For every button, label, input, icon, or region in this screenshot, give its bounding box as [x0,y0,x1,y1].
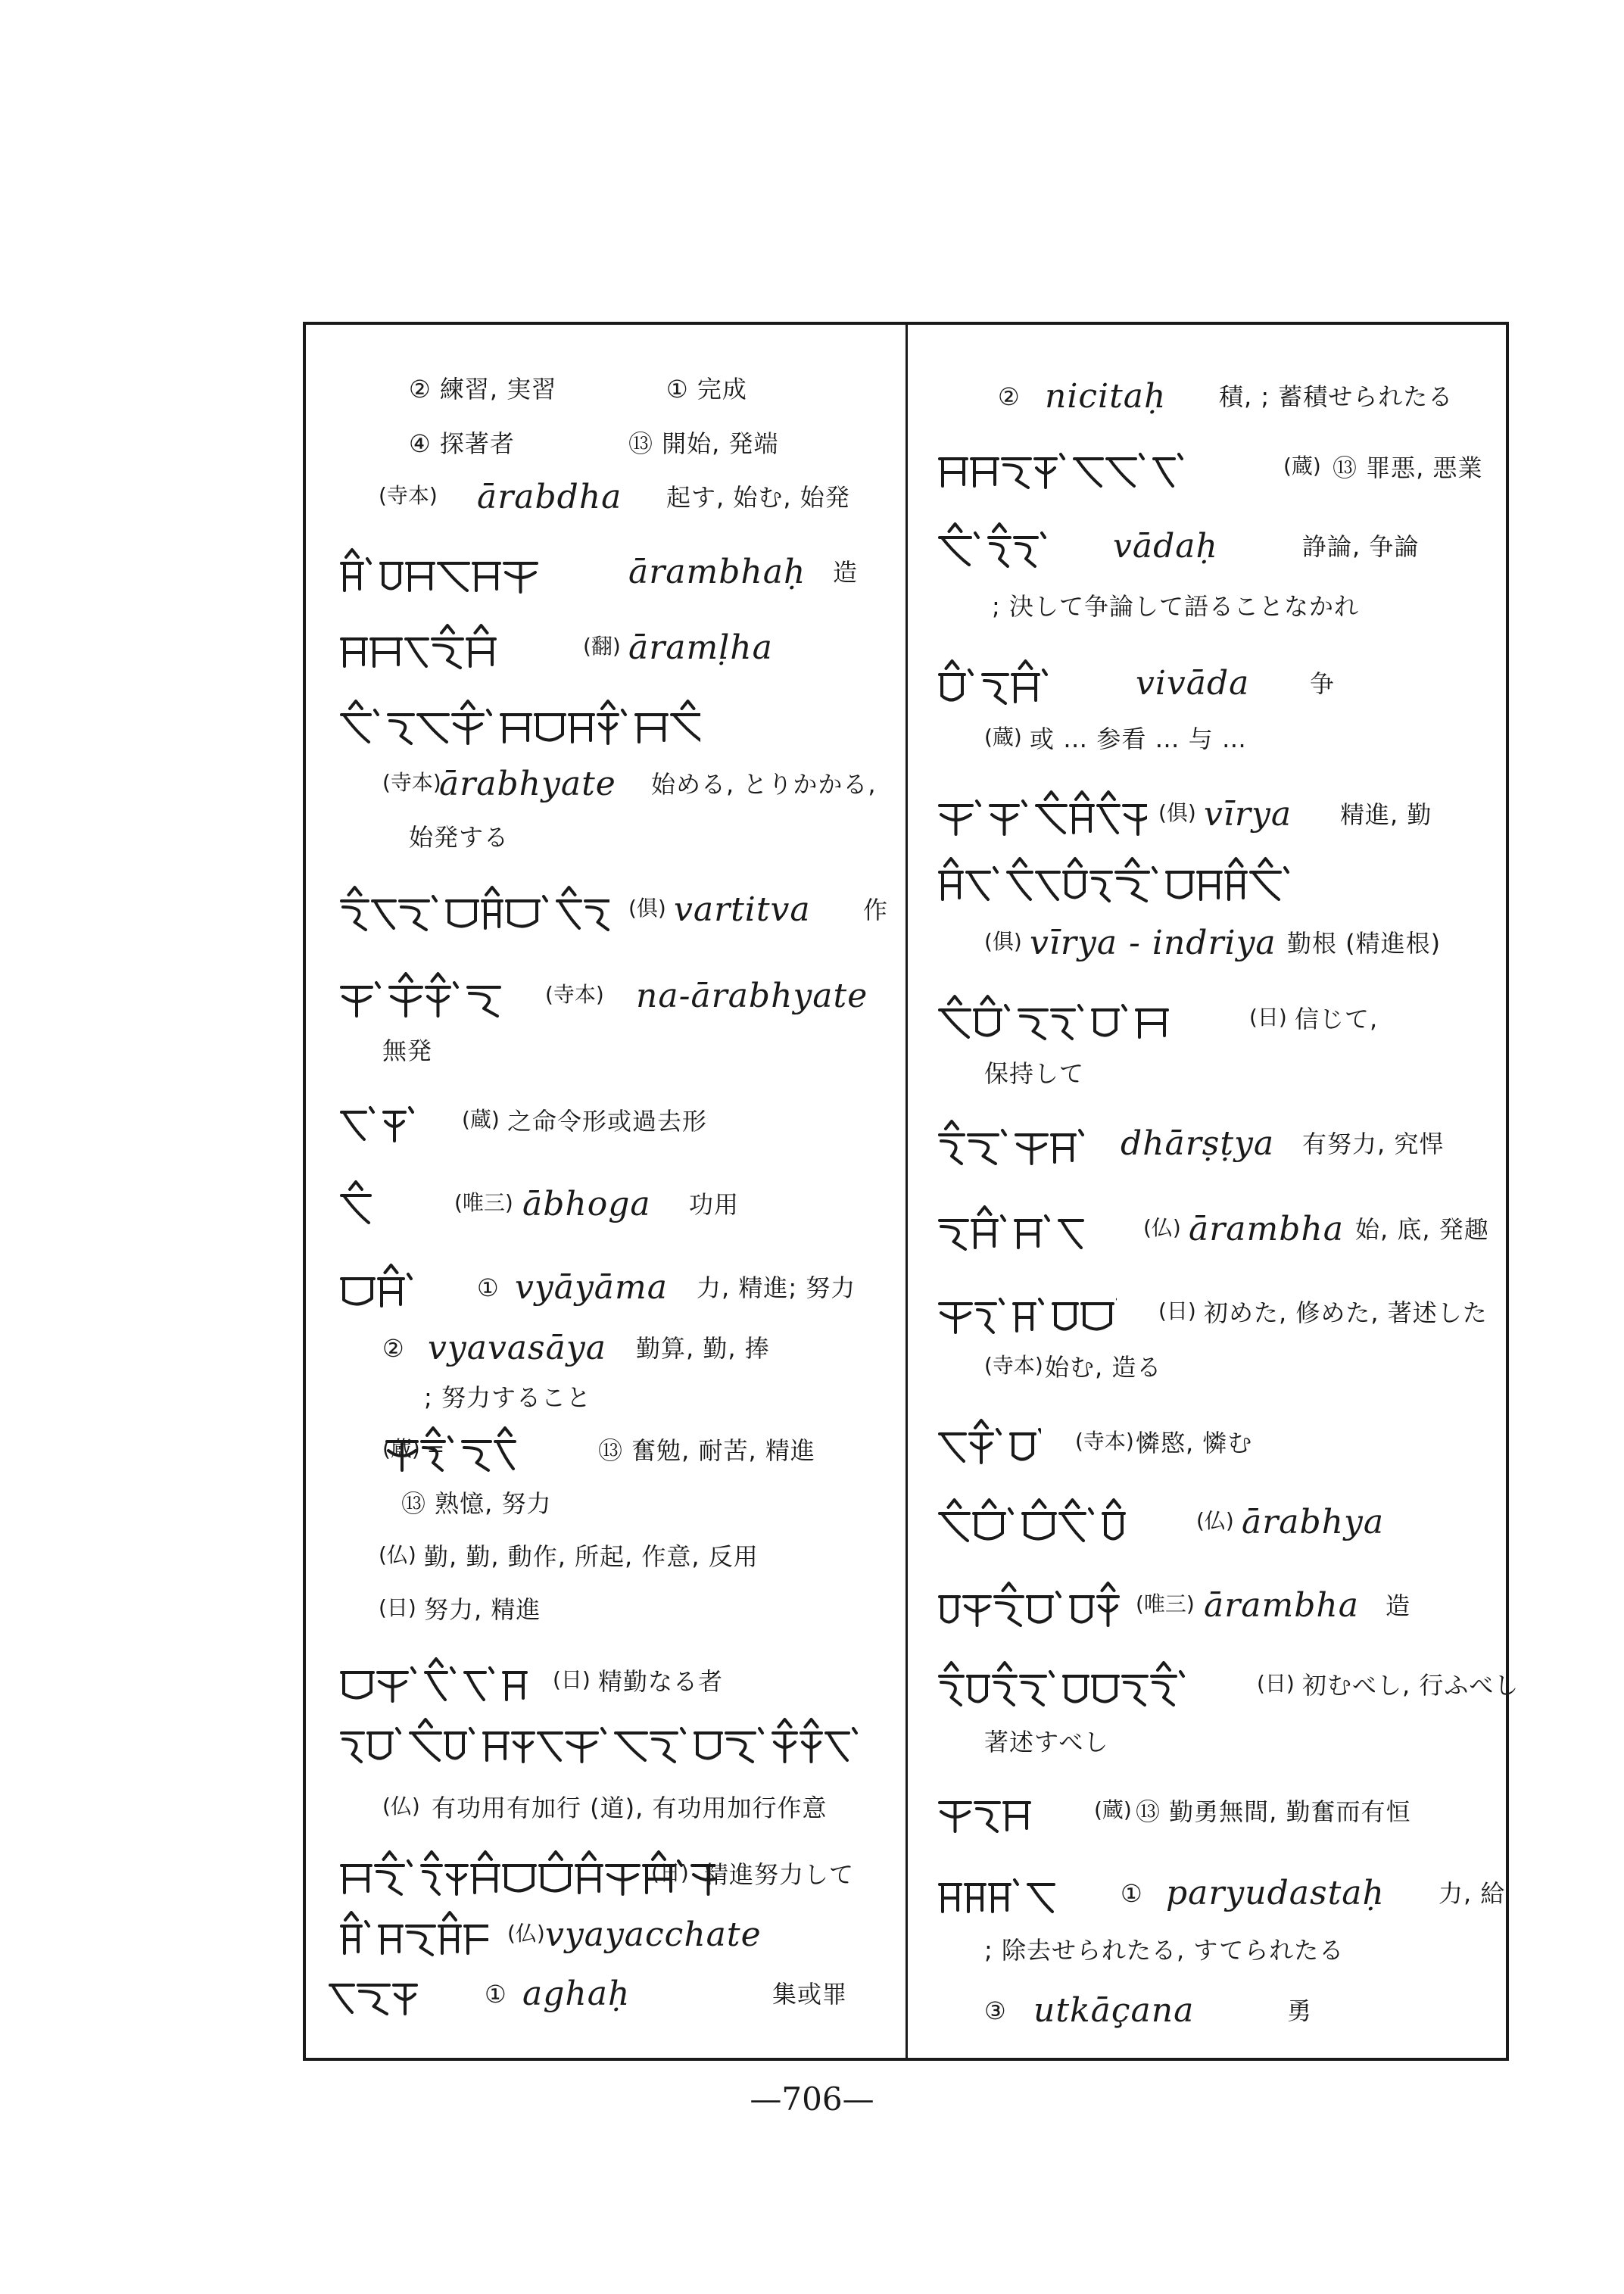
tibetan-headword-glyphs [935,521,1071,574]
entry-src: (日) [651,1860,689,1885]
column-divider [906,322,908,2061]
entry-lat: āramḷha [628,628,773,667]
entry-lat: vyavasāya [428,1329,606,1367]
tibetan-headword-glyphs [935,442,1185,495]
entry-src: (俱) [1158,800,1196,825]
entry-jp: 起す, 始む, 始発 [666,483,850,512]
page-number: —706— [750,2080,874,2118]
tibetan-headword-glyphs [337,1656,534,1709]
entry-src: (寺本) [545,982,604,1007]
entry-src: (日) [1249,1005,1287,1030]
tibetan-headword-glyphs [935,789,1147,842]
entry-lat: vyayacchate [545,1915,762,1954]
entry-src: (日) [553,1667,591,1692]
entry-jp1: ② 練習, 実習 [409,375,557,404]
entry-jp: 初めた, 修めた, 著述した [1204,1298,1488,1327]
entry-jp: 始発する [409,823,510,852]
entry-jp: 諍論, 争論 [1302,532,1420,561]
entry-jp: 勤根 (精進根) [1287,929,1442,958]
entry-src: (日) [1257,1671,1295,1696]
tibetan-headword-glyphs [935,1118,1102,1171]
entry-src: (蔵) [984,725,1022,750]
entry-jp: 争 [1310,669,1336,698]
tibetan-headword-glyphs [935,1868,1056,1921]
entry-jp: 著述すべし [984,1728,1109,1756]
entry-n: ② [382,1334,405,1363]
tibetan-headword-glyphs [935,1580,1132,1633]
entry-n: ③ [984,1996,1007,2025]
tibetan-headword-glyphs [935,993,1192,1046]
entry-lat: ārabhya [1242,1503,1385,1541]
entry-src: (寺本) [984,1353,1043,1378]
tibetan-headword-glyphs [337,884,609,937]
entry-src: (日) [379,1595,416,1620]
entry-src: (仏) [382,1794,420,1819]
entry-lat: ārambha [1189,1210,1344,1248]
tibetan-headword-glyphs [935,1287,1117,1340]
entry-lat: aghaḥ [522,1975,631,2013]
entry-n: ① [485,1980,507,2009]
tibetan-headword-glyphs [935,1660,1215,1713]
entry-n: ① [477,1273,500,1302]
tibetan-headword-glyphs [337,1179,397,1232]
entry-src: (蔵) [1094,1797,1132,1822]
entry-jp: 始, 底, 発趣 [1355,1215,1489,1244]
entry-lat: vyāyāma [515,1268,668,1307]
entry-lat: vīrya - indriya [1030,924,1276,962]
entry-lat: paryudastaḥ [1166,1874,1385,1912]
tibetan-headword-glyphs [337,547,564,600]
entry-lat: vartitva [674,890,811,929]
tibetan-headword-glyphs [337,971,519,1024]
entry-src: (蔵) [1283,454,1321,478]
entry-jp: 始む, 造る [1045,1353,1162,1382]
entry-src: (蔵) [462,1107,500,1132]
entry-jp: 勇 [1287,1996,1313,2025]
entry-jp: 有功用有加行 (道), 有功用加行作意 [432,1794,828,1822]
tibetan-headword-glyphs [935,1417,1041,1470]
entry-jp: 力, 精進; 努力 [697,1273,856,1302]
entry-jp: 努力, 精進 [424,1595,541,1624]
entry-jp: 造 [1386,1591,1411,1620]
entry-jp: 精勤なる者 [598,1667,724,1696]
entry-jp: 精進努力して [704,1860,855,1889]
entry-src: (俱) [984,929,1022,954]
entry-src: (日) [1158,1298,1196,1323]
entry-lat: ābhoga [522,1185,651,1223]
tibetan-headword-glyphs [935,658,1056,711]
entry-jp: ; 決して争論して語ることなかれ [992,592,1359,621]
entry-jp: 積, ; 蓄積せられたる [1219,382,1454,411]
entry-src: (俱) [628,896,666,921]
entry-src: (仏) [1143,1215,1181,1240]
entry-jp: 勤算, 勤, 捧 [636,1334,770,1363]
entry-n: ① [1121,1879,1143,1908]
entry-lat: nicitaḥ [1045,377,1167,416]
entry-jp: 或 … 参看 … 与 … [1030,725,1247,753]
entry-src: (唯三) [1136,1591,1195,1616]
entry-lat: vivāda [1136,664,1250,703]
entry-n: ② [998,382,1021,411]
tibetan-headword-glyphs [935,1786,1041,1839]
entry-lat: ārabhyate [439,765,616,803]
entry-src: (唯三) [454,1190,513,1215]
tibetan-headword-glyphs [337,1096,443,1149]
entry-jp: 信じて, [1295,1005,1379,1033]
entry-jp: 勤, 勤, 動作, 所起, 作意, 反用 [424,1542,759,1571]
entry-jp: ; 努力すること [424,1383,591,1412]
entry-jp2: ① 完成 [666,375,747,404]
entry-src: (仏) [507,1921,545,1946]
entry-jp: 保持して [984,1059,1085,1088]
tibetan-headword-glyphs [326,1968,432,2021]
entry-src: (寺本) [379,483,438,508]
entry-jp: 作 [863,896,889,924]
entry-jp: 造 [833,558,859,587]
tibetan-headword-glyphs [935,1497,1147,1550]
entry-src: (寺本) [382,770,441,795]
entry-jp: 集或罪 [772,1980,848,2009]
entry-jp: ⑬ 奮勉, 耐苦, 精進 [598,1436,815,1465]
entry-jp: 力, 給 [1439,1879,1506,1908]
entry-lat: dhārṣṭya [1121,1124,1275,1163]
entry-src: (仏) [379,1542,416,1567]
entry-lat: ārambha [1204,1586,1359,1625]
entry-lat: ārambhaḥ [628,553,806,591]
entry-src: (蔵) = [382,1436,445,1461]
entry-src: (翻) [583,634,621,659]
tibetan-headword-glyphs [337,1909,488,1962]
entry-src: (仏) [1196,1508,1234,1533]
entry-jp: 精進, 勤 [1340,800,1432,829]
entry-jp: ⑬ 罪悪, 悪業 [1333,454,1483,482]
entry-jp: ⑬ 勤勇無間, 勤奮而有恒 [1136,1797,1411,1826]
entry-lat: utkāçana [1033,1991,1195,2030]
entry-jp1: ④ 探著者 [409,429,515,458]
tibetan-headword-glyphs [337,698,700,751]
entry-jp: 功用 [689,1190,740,1219]
entry-src: (寺本) [1075,1429,1134,1454]
tibetan-headword-glyphs [337,1716,867,1769]
entry-lat: vīrya [1204,795,1292,834]
entry-jp: ⑬ 熟憶, 努力 [401,1489,552,1518]
entry-jp: ; 除去せられたる, すてられたる [984,1936,1345,1965]
entry-jp: 始める, とりかかる, [651,770,877,799]
tibetan-headword-glyphs [337,1262,413,1315]
entry-jp2: ⑬ 開始, 発端 [628,429,779,458]
entry-lat: ārabdha [477,478,622,516]
entry-jp: 初むべし, 行ふべし [1302,1671,1520,1700]
entry-lat: vādaḥ [1113,527,1218,566]
entry-jp: 有努力, 究悍 [1302,1130,1445,1158]
entry-lat: na-ārabhyate [636,977,868,1015]
entry-jp: 無発 [382,1036,433,1065]
tibetan-headword-glyphs [337,622,519,675]
entry-jp: 憐愍, 憐む [1136,1429,1253,1457]
tibetan-headword-glyphs [935,1204,1086,1257]
entry-jp: 之命令形或過去形 [507,1107,708,1136]
tibetan-headword-glyphs [935,856,1298,909]
